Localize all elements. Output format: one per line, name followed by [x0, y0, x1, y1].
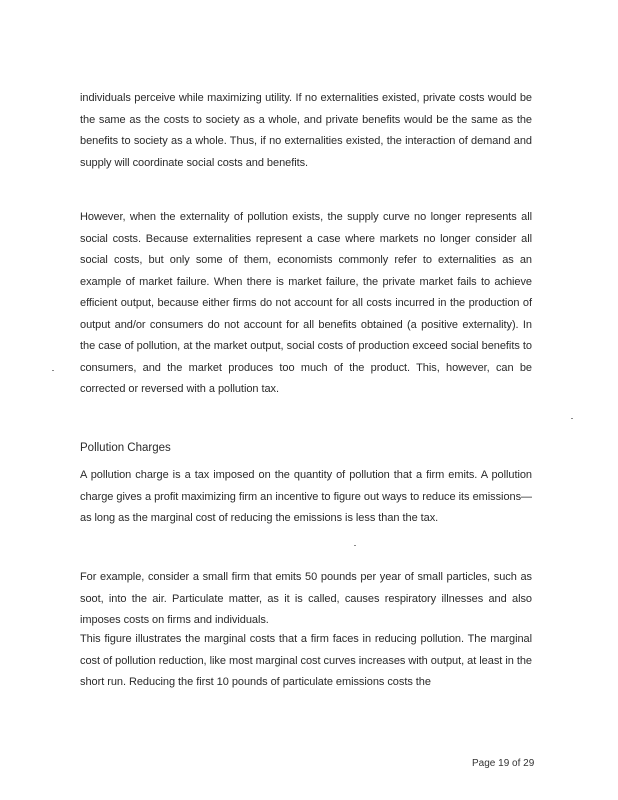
section-heading-pollution-charges: Pollution Charges: [80, 442, 171, 454]
scan-speck: [571, 418, 573, 419]
scan-speck: [52, 370, 54, 371]
paragraph-market-failure: However, when the externality of pollution exists, the supply curve no longer represents all social costs. Because externalities represent a case where markets no longer consider all social costs, but only some of them, economists commonly refer to externalities as an example of market failure. When there is market failure, the private market fails to achieve efficient output, because either firms do not account for all costs incurred in the production of output and/or consumers do not account for all benefits obtained (a positive externality). In the case of pollution, at the market output, social costs of production exceed social benefits to consumers, and the market produces too much of the product. This, however, can be corrected or reversed with a pollution tax.: [80, 211, 532, 395]
paragraph-pollution-charge-definition: A pollution charge is a tax imposed on the quantity of pollution that a firm emits. A pollution charge gives a profit maximizing firm an incentive to figure out ways to reduce its emissions—as long as the marginal cost of reducing the emissions is less than the tax.: [80, 469, 532, 524]
paragraph-marginal-cost-figure: This figure illustrates the marginal costs that a firm faces in reducing pollution. The marginal cost of pollution reduction, like most marginal cost curves increases with output, at least in the short run. Reducing the first 10 pounds of particulate emissions costs the: [80, 633, 532, 688]
paragraph-soot-example: For example, consider a small firm that emits 50 pounds per year of small particles, such as soot, into the air. Particulate matter, as it is called, causes respiratory illnesses and also imposes costs on firms and individuals.: [80, 571, 532, 626]
scan-speck: [354, 545, 356, 546]
paragraph-externalities-intro: individuals perceive while maximizing utility. If no externalities existed, private costs would be the same as the costs to society as a whole, and private benefits would be the same as the benefits to society as a whole. Thus, if no externalities existed, the interaction of demand and supply will coordinate social costs and benefits.: [80, 92, 532, 169]
page-number-footer: Page 19 of 29: [472, 758, 535, 769]
